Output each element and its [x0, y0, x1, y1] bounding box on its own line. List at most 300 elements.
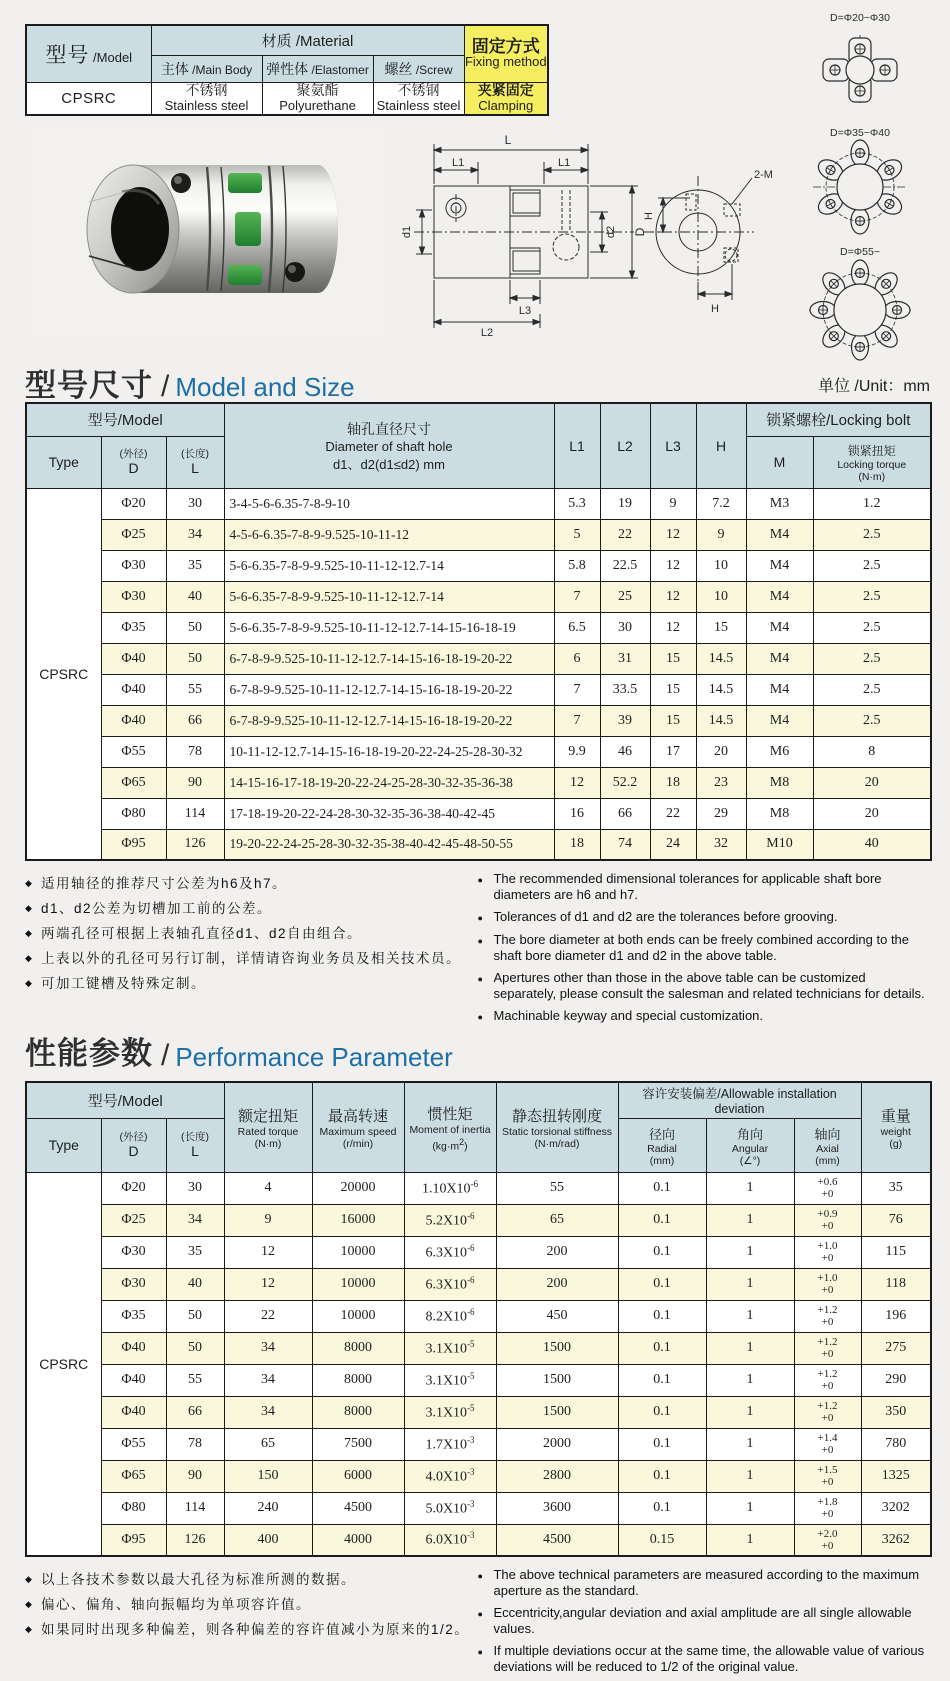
table-cell: 2.5 — [813, 674, 931, 705]
note-bullet-icon: ● — [477, 1571, 483, 1581]
table-cell: Φ30 — [101, 1236, 166, 1268]
svg-text:d1: d1 — [401, 225, 413, 239]
table-cell: 12 — [554, 767, 600, 798]
table-cell: 8000 — [312, 1396, 404, 1428]
note-text: Eccentricity,angular deviation and axial amplitude are all single allowable values. — [493, 1605, 912, 1636]
table-cell: 90 — [166, 767, 224, 798]
size-table-row — [26, 767, 931, 798]
svg-text:H: H — [711, 303, 719, 315]
table-cell: +1.2 +0 — [794, 1300, 861, 1332]
size-header-l3: L3 — [650, 403, 696, 488]
table-cell: 7.2 — [696, 488, 746, 519]
table-cell: 7500 — [312, 1428, 404, 1460]
perf-header-inertia: 惯性矩 Moment of inertia $(kg\cdot m^2)$ — [404, 1082, 496, 1172]
size-table-row — [26, 488, 931, 519]
perf-header-weight: 重量 weight (g) — [861, 1082, 931, 1172]
table-cell: 2.5 — [813, 705, 931, 736]
table-cell: 10000 — [312, 1268, 404, 1300]
note-item — [477, 1643, 925, 1675]
perf-table — [25, 1081, 932, 1557]
table-cell: 50 — [166, 1300, 224, 1332]
table-cell: +0.6 +0 — [794, 1172, 861, 1204]
table-cell: $5.0X10^{-3}$ — [404, 1492, 496, 1524]
coupling-bore — [111, 187, 169, 271]
table-cell: M8 — [746, 767, 813, 798]
perf-section-title: 性能参数 / Performance Parameter — [25, 1031, 930, 1077]
svg-text:L1: L1 — [452, 157, 465, 169]
table-cell: +1.5 +0 — [794, 1460, 861, 1492]
table-cell: Φ40 — [101, 705, 166, 736]
svg-text:L2: L2 — [480, 327, 494, 339]
table-cell: 6000 — [312, 1460, 404, 1492]
note-text: The recommended dimensional tolerances for applicable shaft bore diameters are h6 and h7. — [493, 871, 882, 902]
spider-4lobe — [775, 12, 945, 121]
material-elastomer-value: 聚氨酯 Polyurethane — [262, 82, 373, 115]
product-photo — [25, 126, 387, 336]
material-fixing-value: 夹紧固定 Clamping — [464, 82, 548, 115]
elastomer-insert-bottom — [228, 265, 262, 285]
note-bullet-icon: ◆ — [25, 903, 34, 913]
table-cell: 0.1 — [618, 1492, 706, 1524]
note-text: The bore diameter at both ends can be freely combined according to the shaft bore diameter d1 and d2 in the above table. — [493, 932, 910, 963]
table-cell: M8 — [746, 798, 813, 829]
table-cell: 16 — [554, 798, 600, 829]
side-view-drawing — [392, 122, 650, 340]
table-cell: 55 — [496, 1172, 618, 1204]
size-header-l2: L2 — [600, 403, 650, 488]
table-cell: 3262 — [861, 1524, 931, 1556]
table-cell: 5-6-6.35-7-8-9-9.525-10-11-12-12.7-14 — [224, 581, 554, 612]
perf-type-cell: CPSRC — [26, 1172, 101, 1556]
table-cell: 19-20-22-24-25-28-30-32-35-38-40-42-45-48-50-55 — [224, 829, 554, 860]
elastomer-insert-middle — [235, 212, 261, 246]
table-cell: 12 — [650, 519, 696, 550]
material-header-main-body: 主体 /Main Body — [151, 55, 262, 82]
table-cell: +1.2 +0 — [794, 1332, 861, 1364]
table-cell: Φ30 — [101, 550, 166, 581]
table-cell: 12 — [650, 550, 696, 581]
top-area — [0, 0, 950, 348]
table-cell: M4 — [746, 674, 813, 705]
note-bullet-icon: ● — [477, 936, 483, 946]
table-cell: 10 — [696, 550, 746, 581]
table-cell: 196 — [861, 1300, 931, 1332]
size-header-l1: L1 — [554, 403, 600, 488]
note-text: 以上各技术参数以最大孔径为标准所测的数据。 — [41, 1572, 356, 1587]
spider-8lobe — [775, 246, 945, 367]
table-cell: 9 — [696, 519, 746, 550]
perf-header-type: Type — [26, 1118, 101, 1172]
table-cell: Φ40 — [101, 643, 166, 674]
table-cell: 29 — [696, 798, 746, 829]
table-cell: 1 — [706, 1300, 794, 1332]
spider-6lobe — [775, 127, 945, 240]
table-cell: 17 — [650, 736, 696, 767]
table-cell: 2.5 — [813, 581, 931, 612]
table-cell: 10000 — [312, 1300, 404, 1332]
table-cell: 1 — [706, 1236, 794, 1268]
size-table-row — [26, 612, 931, 643]
table-cell: 0.15 — [618, 1524, 706, 1556]
table-cell: Φ65 — [101, 767, 166, 798]
table-cell: 6-7-8-9-9.525-10-11-12-12.7-14-15-16-18-19-20-22 — [224, 705, 554, 736]
table-cell: 4-5-6-6.35-7-8-9-9.525-10-11-12 — [224, 519, 554, 550]
table-cell: +0.9 +0 — [794, 1204, 861, 1236]
note-item — [25, 921, 477, 946]
table-cell: 15 — [650, 643, 696, 674]
table-cell: 1 — [706, 1396, 794, 1428]
table-cell: 30 — [600, 612, 650, 643]
elastomer-insert-top — [228, 173, 262, 193]
table-cell: 2.5 — [813, 519, 931, 550]
table-cell: Φ35 — [101, 1300, 166, 1332]
note-bullet-icon: ● — [477, 1012, 483, 1022]
note-item — [477, 1567, 925, 1599]
svg-text:L1: L1 — [558, 157, 571, 169]
perf-header-radial: 径向 Radial (mm) — [618, 1118, 706, 1172]
note-text: 上表以外的孔径可另行订制，详情请咨询业务员及相关技术员。 — [41, 951, 461, 966]
table-cell: 20 — [813, 798, 931, 829]
perf-notes-en — [477, 1567, 925, 1681]
note-item — [477, 871, 925, 903]
note-bullet-icon: ◆ — [25, 1599, 34, 1609]
table-cell: $3.1X10^{-5}$ — [404, 1332, 496, 1364]
note-text: Machinable keyway and special customization. — [493, 1008, 764, 1023]
table-cell: 10 — [696, 581, 746, 612]
svg-text:d2: d2 — [605, 225, 617, 239]
table-cell: $4.0X10^{-3}$ — [404, 1460, 496, 1492]
table-cell: 2.5 — [813, 643, 931, 674]
size-section-title: 型号尺寸 / Model and Size 单位 /Unit：mm — [25, 348, 930, 398]
table-cell: 50 — [166, 643, 224, 674]
table-cell: 34 — [166, 519, 224, 550]
table-cell: $6.0X10^{-3}$ — [404, 1524, 496, 1556]
table-cell: $1.10X10^{-6}$ — [404, 1172, 496, 1204]
table-cell: Φ55 — [101, 1428, 166, 1460]
table-cell: 15 — [650, 674, 696, 705]
perf-title-cn: 性能参数 — [25, 1036, 153, 1071]
size-table-row — [26, 798, 931, 829]
table-cell: 2000 — [496, 1428, 618, 1460]
perf-header-model-group: 型号/Model — [26, 1082, 224, 1118]
table-cell: 78 — [166, 736, 224, 767]
table-cell: 9 — [224, 1204, 312, 1236]
size-header-locking-group: 锁紧螺栓/Locking bolt — [746, 403, 931, 436]
material-header-model — [26, 25, 151, 82]
table-cell: 1 — [706, 1428, 794, 1460]
note-item — [25, 946, 477, 971]
table-cell: 34 — [166, 1204, 224, 1236]
perf-table-row — [26, 1172, 931, 1204]
note-item — [477, 970, 925, 1002]
note-bullet-icon: ● — [477, 875, 483, 885]
perf-table-row — [26, 1460, 931, 1492]
fixing-label-en: Fixing method — [464, 53, 547, 69]
table-cell: 0.1 — [618, 1300, 706, 1332]
table-cell: 350 — [861, 1396, 931, 1428]
table-cell: Φ25 — [101, 519, 166, 550]
size-notes-cn — [25, 871, 477, 1031]
perf-table-row — [26, 1236, 931, 1268]
note-bullet-icon: ◆ — [25, 1574, 34, 1584]
note-item — [25, 896, 477, 921]
table-cell: 3600 — [496, 1492, 618, 1524]
table-cell: 126 — [166, 829, 224, 860]
perf-title-en: Performance Parameter — [175, 1042, 453, 1072]
unit-label: 单位 /Unit：mm — [817, 378, 930, 395]
table-cell: 17-18-19-20-22-24-28-30-32-35-36-38-40-42-45 — [224, 798, 554, 829]
note-bullet-icon: ● — [477, 974, 483, 984]
table-cell: 16000 — [312, 1204, 404, 1236]
table-cell: 8 — [813, 736, 931, 767]
table-cell: 780 — [861, 1428, 931, 1460]
table-cell: 46 — [600, 736, 650, 767]
table-cell: 40 — [166, 581, 224, 612]
table-cell: +1.2 +0 — [794, 1364, 861, 1396]
table-cell: +1.0 +0 — [794, 1236, 861, 1268]
note-text: Apertures other than those in the above table can be customized separately, please consult the salesman and related technicians for details. — [493, 970, 925, 1001]
table-cell: 1 — [706, 1172, 794, 1204]
table-cell: M4 — [746, 643, 813, 674]
note-text: 可加工键槽及特殊定制。 — [41, 976, 206, 991]
table-cell: 19 — [600, 488, 650, 519]
table-cell: +1.8 +0 — [794, 1492, 861, 1524]
table-cell: M3 — [746, 488, 813, 519]
material-screw-value: 不锈钢 Stainless steel — [373, 82, 464, 115]
table-cell: 1500 — [496, 1332, 618, 1364]
size-table-row — [26, 519, 931, 550]
model-label-cn: 型号 — [45, 43, 90, 67]
perf-header-rated: 额定扭矩 Rated torque (N·m) — [224, 1082, 312, 1172]
perf-header-d: (外径) D — [101, 1118, 166, 1172]
table-cell: 66 — [166, 1396, 224, 1428]
size-header-shaft-hole: 轴孔直径尺寸 Diameter of shaft hole d1、d2(d1≤d2) mm — [224, 403, 554, 488]
table-cell: 1 — [706, 1364, 794, 1396]
table-cell: Φ20 — [101, 488, 166, 519]
material-header-fixing — [464, 25, 548, 82]
size-header-torque: 锁紧扭矩 Locking torque (N·m) — [813, 436, 931, 488]
svg-text:D: D — [633, 227, 647, 237]
table-cell: 290 — [861, 1364, 931, 1396]
table-cell: 50 — [166, 612, 224, 643]
clamp-screw-left — [171, 173, 191, 193]
size-header-model-group: 型号/Model — [26, 403, 224, 436]
table-cell: 400 — [224, 1524, 312, 1556]
table-cell: 10-11-12-12.7-14-15-16-18-19-20-22-24-25-28-30-32 — [224, 736, 554, 767]
size-header-l: (长度) L — [166, 436, 224, 488]
table-cell: Φ55 — [101, 736, 166, 767]
table-cell: 23 — [696, 767, 746, 798]
table-cell: M10 — [746, 829, 813, 860]
table-cell: 12 — [650, 612, 696, 643]
perf-table-row — [26, 1524, 931, 1556]
note-bullet-icon: ◆ — [25, 978, 34, 988]
size-notes — [25, 871, 925, 1031]
note-item — [25, 1617, 477, 1642]
table-cell: M4 — [746, 550, 813, 581]
spider-4lobe-label: D=Φ20~Φ30 — [830, 12, 890, 24]
table-cell: 0.1 — [618, 1268, 706, 1300]
table-cell: 22 — [224, 1300, 312, 1332]
table-cell: 9.9 — [554, 736, 600, 767]
size-header-d: (外径) D — [101, 436, 166, 488]
table-cell: 2.5 — [813, 550, 931, 581]
table-cell: 14.5 — [696, 705, 746, 736]
material-main-body-value: 不锈钢 Stainless steel — [151, 82, 262, 115]
table-cell: 8000 — [312, 1364, 404, 1396]
table-cell: M4 — [746, 612, 813, 643]
table-cell: 76 — [861, 1204, 931, 1236]
table-cell: 0.1 — [618, 1236, 706, 1268]
table-cell: +2.0 +0 — [794, 1524, 861, 1556]
table-cell: 1500 — [496, 1396, 618, 1428]
table-cell: 14.5 — [696, 674, 746, 705]
table-cell: M4 — [746, 519, 813, 550]
table-cell: M6 — [746, 736, 813, 767]
size-table-body — [26, 488, 931, 860]
size-table-row — [26, 674, 931, 705]
table-cell: 5-6-6.35-7-8-9-9.525-10-11-12-12.7-14 — [224, 550, 554, 581]
table-cell: 4000 — [312, 1524, 404, 1556]
table-cell: $1.7X10^{-3}$ — [404, 1428, 496, 1460]
table-cell: Φ40 — [101, 1396, 166, 1428]
note-bullet-icon: ◆ — [25, 1624, 34, 1634]
size-table-row — [26, 705, 931, 736]
table-cell: Φ30 — [101, 1268, 166, 1300]
table-cell: 5-6-6.35-7-8-9-9.525-10-11-12-12.7-14-15-16-18-19 — [224, 612, 554, 643]
perf-header-l: (长度) L — [166, 1118, 224, 1172]
material-header-elastomer: 弹性体 /Elastomer — [262, 55, 373, 82]
table-cell: Φ20 — [101, 1172, 166, 1204]
table-cell: 200 — [496, 1236, 618, 1268]
spider-8lobe-label: D=Φ55~ — [840, 246, 880, 258]
table-cell: 6 — [554, 643, 600, 674]
table-cell: 90 — [166, 1460, 224, 1492]
size-header-m: M — [746, 436, 813, 488]
note-item — [25, 1567, 477, 1592]
table-cell: 55 — [166, 1364, 224, 1396]
perf-table-row — [26, 1332, 931, 1364]
table-cell: 35 — [166, 1236, 224, 1268]
perf-table-row — [26, 1204, 931, 1236]
table-cell: 4 — [224, 1172, 312, 1204]
perf-header-stiffness: 静态扭转刚度 Static torsional stiffness (N·m/rad) — [496, 1082, 618, 1172]
material-header-screw: 螺丝 /Screw — [373, 55, 464, 82]
table-cell: 4500 — [496, 1524, 618, 1556]
note-bullet-icon: ● — [477, 1609, 483, 1619]
size-table-row — [26, 643, 931, 674]
table-cell: 1325 — [861, 1460, 931, 1492]
table-cell: 22 — [650, 798, 696, 829]
table-cell: $5.2X10^{-6}$ — [404, 1204, 496, 1236]
table-cell: 1 — [706, 1460, 794, 1492]
size-title-cn: 型号尺寸 — [25, 368, 153, 403]
table-cell: 20 — [696, 736, 746, 767]
note-text: d1、d2公差为切槽加工前的公差。 — [41, 901, 273, 916]
size-table-row — [26, 736, 931, 767]
material-table — [25, 24, 549, 116]
table-cell: Φ35 — [101, 612, 166, 643]
table-cell: 35 — [166, 550, 224, 581]
table-cell: 18 — [650, 767, 696, 798]
note-bullet-icon: ● — [477, 1647, 483, 1657]
note-item — [25, 971, 477, 996]
table-cell: 52.2 — [600, 767, 650, 798]
table-cell: 1 — [706, 1524, 794, 1556]
svg-text:L3: L3 — [518, 305, 532, 317]
table-cell: +1.0 +0 — [794, 1268, 861, 1300]
note-text: If multiple deviations occur at the same time, the allowable value of various deviations will be reduced to 1/2 of the original value. — [493, 1643, 925, 1674]
table-cell: 66 — [166, 705, 224, 736]
table-cell: 1500 — [496, 1364, 618, 1396]
table-cell: M4 — [746, 705, 813, 736]
table-cell: 34 — [224, 1332, 312, 1364]
table-cell: 114 — [166, 798, 224, 829]
perf-table-row — [26, 1364, 931, 1396]
table-cell: $6.3X10^{-6}$ — [404, 1236, 496, 1268]
table-cell: 6-7-8-9-9.525-10-11-12-12.7-14-15-16-18-19-20-22 — [224, 643, 554, 674]
perf-header-axial: 轴向 Axial (mm) — [794, 1118, 861, 1172]
note-item — [25, 1592, 477, 1617]
table-cell: 450 — [496, 1300, 618, 1332]
table-cell: 40 — [166, 1268, 224, 1300]
table-cell: 7 — [554, 581, 600, 612]
model-label-en: /Model — [93, 49, 133, 65]
perf-table-row — [26, 1492, 931, 1524]
table-cell: 240 — [224, 1492, 312, 1524]
table-cell: 74 — [600, 829, 650, 860]
table-cell: 1 — [706, 1268, 794, 1300]
table-cell: 14.5 — [696, 643, 746, 674]
table-cell: Φ40 — [101, 1364, 166, 1396]
table-cell: 31 — [600, 643, 650, 674]
note-text: Tolerances of d1 and d2 are the tolerances before grooving. — [493, 909, 838, 924]
table-cell: 7 — [554, 705, 600, 736]
note-text: 两端孔径可根据上表轴孔直径d1、d2自由组合。 — [41, 926, 363, 941]
table-cell: 7 — [554, 674, 600, 705]
table-cell: 65 — [224, 1428, 312, 1460]
table-cell: 10000 — [312, 1236, 404, 1268]
table-cell: 0.1 — [618, 1172, 706, 1204]
table-cell: $8.2X10^{-6}$ — [404, 1300, 496, 1332]
table-cell: 0.1 — [618, 1332, 706, 1364]
svg-text:H: H — [643, 212, 655, 220]
size-type-cell: CPSRC — [26, 488, 101, 860]
table-cell: 12 — [224, 1236, 312, 1268]
note-bullet-icon: ◆ — [25, 878, 34, 888]
note-item — [25, 871, 477, 896]
table-cell: 4500 — [312, 1492, 404, 1524]
table-cell: 5.8 — [554, 550, 600, 581]
table-cell: Φ25 — [101, 1204, 166, 1236]
table-cell: 2.5 — [813, 612, 931, 643]
size-header-type: Type — [26, 436, 101, 488]
note-bullet-icon: ◆ — [25, 953, 34, 963]
table-cell: 20000 — [312, 1172, 404, 1204]
table-cell: 200 — [496, 1268, 618, 1300]
perf-header-deviation-group: 容许安装偏差/Allowable installation deviation — [618, 1082, 861, 1118]
material-header-group: 材质 /Material — [151, 25, 464, 55]
table-cell: 1 — [706, 1332, 794, 1364]
table-cell: 14-15-16-17-18-19-20-22-24-25-28-30-32-35-36-38 — [224, 767, 554, 798]
table-cell: 39 — [600, 705, 650, 736]
table-cell: 118 — [861, 1268, 931, 1300]
table-cell: M4 — [746, 581, 813, 612]
table-cell: 30 — [166, 488, 224, 519]
spider-sections — [775, 12, 945, 344]
table-cell: 78 — [166, 1428, 224, 1460]
table-cell: 15 — [696, 612, 746, 643]
